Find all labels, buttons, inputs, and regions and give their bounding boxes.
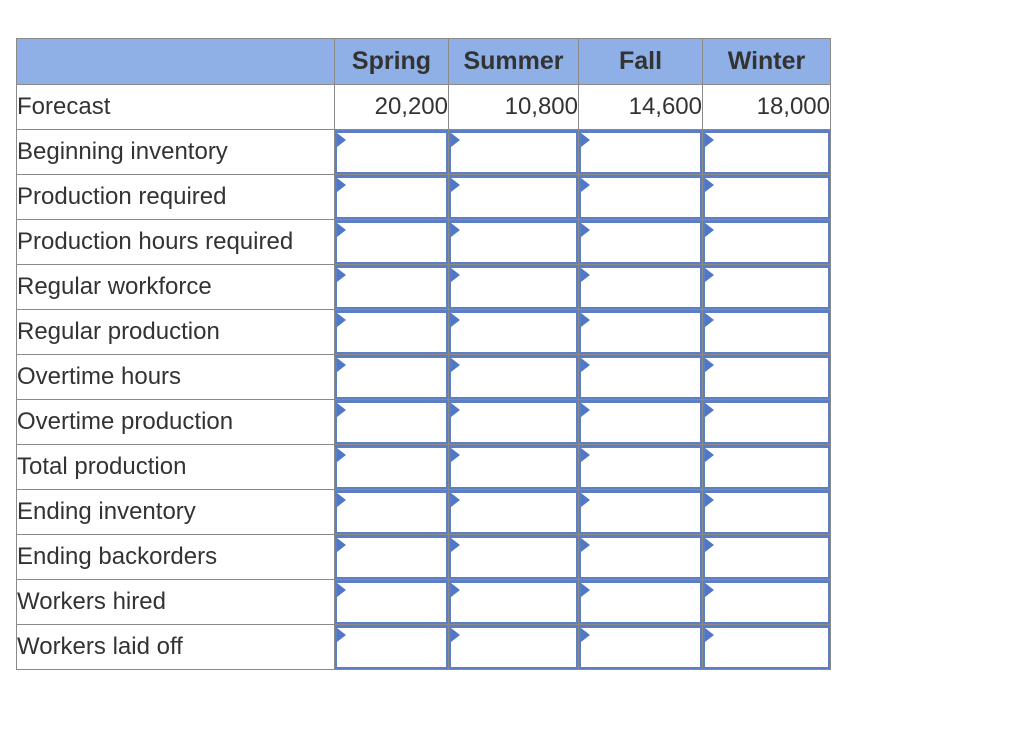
table-row-total-production bbox=[17, 445, 831, 490]
input-box bbox=[335, 445, 448, 489]
input-beginning-inventory-summer[interactable] bbox=[451, 133, 576, 172]
input-marker-icon bbox=[451, 223, 460, 237]
input-box bbox=[703, 535, 830, 579]
cell-total-production-winter bbox=[703, 445, 831, 490]
row-label-ending-inventory: Ending inventory bbox=[17, 490, 335, 535]
input-marker-icon bbox=[581, 538, 590, 552]
row-label-production-hours-required: Production hours required bbox=[17, 220, 335, 265]
input-ending-inventory-winter[interactable] bbox=[705, 493, 828, 532]
input-box bbox=[703, 580, 830, 624]
table-row-beginning-inventory bbox=[17, 130, 831, 175]
input-box bbox=[449, 265, 578, 309]
input-marker-icon bbox=[705, 538, 714, 552]
cell-regular-workforce-fall bbox=[579, 265, 703, 310]
input-marker-icon bbox=[705, 358, 714, 372]
input-total-production-summer[interactable] bbox=[451, 448, 576, 487]
row-label-ending-backorders: Ending backorders bbox=[17, 535, 335, 580]
input-box bbox=[703, 220, 830, 264]
forecast-winter: 18,000 bbox=[703, 85, 831, 130]
input-overtime-production-summer[interactable] bbox=[451, 403, 576, 442]
table-row-production-required bbox=[17, 175, 831, 220]
input-marker-icon bbox=[705, 628, 714, 642]
cell-total-production-spring bbox=[335, 445, 449, 490]
forecast-fall: 14,600 bbox=[579, 85, 703, 130]
table-row-overtime-production bbox=[17, 400, 831, 445]
input-box bbox=[579, 400, 702, 444]
input-box bbox=[579, 535, 702, 579]
cell-production-required-winter bbox=[703, 175, 831, 220]
cell-ending-backorders-winter bbox=[703, 535, 831, 580]
cell-beginning-inventory-fall bbox=[579, 130, 703, 175]
input-box bbox=[449, 445, 578, 489]
input-box bbox=[703, 490, 830, 534]
row-label-total-production: Total production bbox=[17, 445, 335, 490]
header-fall: Fall bbox=[579, 39, 703, 85]
table-row-regular-workforce bbox=[17, 265, 831, 310]
forecast-summer: 10,800 bbox=[449, 85, 579, 130]
input-box bbox=[703, 445, 830, 489]
cell-ending-backorders-spring bbox=[335, 535, 449, 580]
input-overtime-production-winter[interactable] bbox=[705, 403, 828, 442]
input-regular-workforce-summer[interactable] bbox=[451, 268, 576, 307]
input-box bbox=[335, 310, 448, 354]
production-plan-table bbox=[16, 38, 831, 670]
input-beginning-inventory-winter[interactable] bbox=[705, 133, 828, 172]
row-label-beginning-inventory: Beginning inventory bbox=[17, 130, 335, 175]
input-marker-icon bbox=[337, 268, 346, 282]
cell-production-hours-required-spring bbox=[335, 220, 449, 265]
input-production-required-spring[interactable] bbox=[337, 178, 446, 217]
cell-regular-production-winter bbox=[703, 310, 831, 355]
input-box bbox=[449, 175, 578, 219]
cell-regular-workforce-winter bbox=[703, 265, 831, 310]
input-marker-icon bbox=[705, 133, 714, 147]
input-box bbox=[449, 400, 578, 444]
input-box bbox=[335, 265, 448, 309]
row-label-overtime-production: Overtime production bbox=[17, 400, 335, 445]
input-box bbox=[335, 220, 448, 264]
input-workers-hired-spring[interactable] bbox=[337, 583, 446, 622]
input-marker-icon bbox=[337, 493, 346, 507]
input-marker-icon bbox=[337, 313, 346, 327]
input-overtime-hours-fall[interactable] bbox=[581, 358, 700, 397]
input-total-production-winter[interactable] bbox=[705, 448, 828, 487]
input-marker-icon bbox=[581, 133, 590, 147]
input-marker-icon bbox=[337, 133, 346, 147]
cell-workers-laid-off-summer bbox=[449, 625, 579, 670]
input-production-hours-required-summer[interactable] bbox=[451, 223, 576, 262]
input-box bbox=[579, 355, 702, 399]
input-box bbox=[703, 310, 830, 354]
input-box bbox=[703, 265, 830, 309]
input-overtime-hours-winter[interactable] bbox=[705, 358, 828, 397]
row-label-workers-laid-off: Workers laid off bbox=[17, 625, 335, 670]
header-spring: Spring bbox=[335, 39, 449, 85]
cell-beginning-inventory-spring bbox=[335, 130, 449, 175]
input-marker-icon bbox=[705, 178, 714, 192]
input-box bbox=[335, 400, 448, 444]
forecast-row bbox=[17, 85, 831, 130]
cell-overtime-production-winter bbox=[703, 400, 831, 445]
input-marker-icon bbox=[705, 313, 714, 327]
row-label-production-required: Production required bbox=[17, 175, 335, 220]
cell-workers-laid-off-spring bbox=[335, 625, 449, 670]
cell-total-production-fall bbox=[579, 445, 703, 490]
input-box bbox=[579, 580, 702, 624]
input-box bbox=[579, 130, 702, 174]
cell-ending-inventory-spring bbox=[335, 490, 449, 535]
input-production-hours-required-fall[interactable] bbox=[581, 223, 700, 262]
header-row bbox=[17, 39, 831, 85]
input-production-required-winter[interactable] bbox=[705, 178, 828, 217]
input-marker-icon bbox=[581, 403, 590, 417]
row-label-workers-hired: Workers hired bbox=[17, 580, 335, 625]
cell-workers-hired-spring bbox=[335, 580, 449, 625]
forecast-label: Forecast bbox=[17, 85, 335, 130]
input-marker-icon bbox=[337, 178, 346, 192]
input-marker-icon bbox=[337, 448, 346, 462]
input-regular-production-spring[interactable] bbox=[337, 313, 446, 352]
input-marker-icon bbox=[451, 628, 460, 642]
input-box bbox=[703, 355, 830, 399]
input-box bbox=[449, 580, 578, 624]
input-marker-icon bbox=[581, 448, 590, 462]
row-label-regular-workforce: Regular workforce bbox=[17, 265, 335, 310]
input-ending-inventory-spring[interactable] bbox=[337, 493, 446, 532]
input-marker-icon bbox=[451, 583, 460, 597]
input-marker-icon bbox=[581, 628, 590, 642]
cell-ending-backorders-summer bbox=[449, 535, 579, 580]
input-marker-icon bbox=[337, 358, 346, 372]
table-row-regular-production bbox=[17, 310, 831, 355]
cell-production-hours-required-fall bbox=[579, 220, 703, 265]
input-box bbox=[449, 220, 578, 264]
input-marker-icon bbox=[581, 268, 590, 282]
input-marker-icon bbox=[451, 178, 460, 192]
input-box bbox=[335, 625, 448, 669]
input-marker-icon bbox=[451, 358, 460, 372]
input-box bbox=[449, 535, 578, 579]
cell-regular-production-summer bbox=[449, 310, 579, 355]
cell-workers-laid-off-fall bbox=[579, 625, 703, 670]
input-marker-icon bbox=[581, 358, 590, 372]
input-workers-laid-off-fall[interactable] bbox=[581, 628, 700, 667]
input-box bbox=[335, 580, 448, 624]
cell-production-hours-required-summer bbox=[449, 220, 579, 265]
header-winter: Winter bbox=[703, 39, 831, 85]
input-marker-icon bbox=[581, 493, 590, 507]
row-label-regular-production: Regular production bbox=[17, 310, 335, 355]
input-box bbox=[449, 490, 578, 534]
table-row-production-hours-required bbox=[17, 220, 831, 265]
input-box bbox=[335, 130, 448, 174]
input-box bbox=[335, 490, 448, 534]
cell-regular-workforce-spring bbox=[335, 265, 449, 310]
input-ending-backorders-summer[interactable] bbox=[451, 538, 576, 577]
input-marker-icon bbox=[451, 448, 460, 462]
input-production-required-summer[interactable] bbox=[451, 178, 576, 217]
table-body bbox=[17, 85, 831, 670]
input-box bbox=[335, 355, 448, 399]
input-workers-laid-off-winter[interactable] bbox=[705, 628, 828, 667]
cell-overtime-hours-spring bbox=[335, 355, 449, 400]
input-marker-icon bbox=[705, 583, 714, 597]
cell-overtime-production-spring bbox=[335, 400, 449, 445]
input-regular-workforce-fall[interactable] bbox=[581, 268, 700, 307]
cell-overtime-production-summer bbox=[449, 400, 579, 445]
input-box bbox=[703, 130, 830, 174]
input-ending-backorders-fall[interactable] bbox=[581, 538, 700, 577]
input-workers-hired-summer[interactable] bbox=[451, 583, 576, 622]
input-marker-icon bbox=[451, 538, 460, 552]
cell-ending-inventory-winter bbox=[703, 490, 831, 535]
table-row-ending-backorders bbox=[17, 535, 831, 580]
input-production-required-fall[interactable] bbox=[581, 178, 700, 217]
input-regular-production-fall[interactable] bbox=[581, 313, 700, 352]
input-marker-icon bbox=[337, 583, 346, 597]
input-box bbox=[449, 355, 578, 399]
input-marker-icon bbox=[451, 313, 460, 327]
row-label-overtime-hours: Overtime hours bbox=[17, 355, 335, 400]
input-workers-hired-fall[interactable] bbox=[581, 583, 700, 622]
input-marker-icon bbox=[705, 403, 714, 417]
cell-beginning-inventory-summer bbox=[449, 130, 579, 175]
input-box bbox=[449, 310, 578, 354]
input-beginning-inventory-spring[interactable] bbox=[337, 133, 446, 172]
input-regular-production-winter[interactable] bbox=[705, 313, 828, 352]
input-box bbox=[703, 625, 830, 669]
input-box bbox=[335, 535, 448, 579]
input-overtime-production-fall[interactable] bbox=[581, 403, 700, 442]
cell-ending-inventory-summer bbox=[449, 490, 579, 535]
cell-production-hours-required-winter bbox=[703, 220, 831, 265]
cell-regular-production-spring bbox=[335, 310, 449, 355]
input-workers-hired-winter[interactable] bbox=[705, 583, 828, 622]
header-summer: Summer bbox=[449, 39, 579, 85]
cell-production-required-summer bbox=[449, 175, 579, 220]
cell-ending-inventory-fall bbox=[579, 490, 703, 535]
input-ending-backorders-winter[interactable] bbox=[705, 538, 828, 577]
table-row-ending-inventory bbox=[17, 490, 831, 535]
input-regular-production-summer[interactable] bbox=[451, 313, 576, 352]
cell-workers-hired-summer bbox=[449, 580, 579, 625]
input-overtime-hours-spring[interactable] bbox=[337, 358, 446, 397]
input-marker-icon bbox=[581, 223, 590, 237]
cell-production-required-spring bbox=[335, 175, 449, 220]
input-marker-icon bbox=[705, 223, 714, 237]
input-beginning-inventory-fall[interactable] bbox=[581, 133, 700, 172]
header-corner-cell bbox=[17, 39, 335, 85]
cell-regular-production-fall bbox=[579, 310, 703, 355]
cell-ending-backorders-fall bbox=[579, 535, 703, 580]
input-box bbox=[579, 310, 702, 354]
input-marker-icon bbox=[337, 223, 346, 237]
input-box bbox=[703, 175, 830, 219]
input-ending-backorders-spring[interactable] bbox=[337, 538, 446, 577]
input-total-production-spring[interactable] bbox=[337, 448, 446, 487]
input-box bbox=[579, 175, 702, 219]
input-box bbox=[579, 490, 702, 534]
input-box bbox=[449, 130, 578, 174]
input-production-hours-required-spring[interactable] bbox=[337, 223, 446, 262]
input-marker-icon bbox=[451, 133, 460, 147]
input-marker-icon bbox=[581, 313, 590, 327]
cell-overtime-hours-fall bbox=[579, 355, 703, 400]
table-row-workers-hired bbox=[17, 580, 831, 625]
input-box bbox=[449, 625, 578, 669]
input-box bbox=[579, 625, 702, 669]
input-marker-icon bbox=[705, 493, 714, 507]
table-row-overtime-hours bbox=[17, 355, 831, 400]
input-total-production-fall[interactable] bbox=[581, 448, 700, 487]
input-marker-icon bbox=[705, 268, 714, 282]
input-ending-inventory-fall[interactable] bbox=[581, 493, 700, 532]
input-marker-icon bbox=[337, 628, 346, 642]
input-marker-icon bbox=[581, 178, 590, 192]
input-ending-inventory-summer[interactable] bbox=[451, 493, 576, 532]
cell-workers-laid-off-winter bbox=[703, 625, 831, 670]
cell-regular-workforce-summer bbox=[449, 265, 579, 310]
forecast-spring: 20,200 bbox=[335, 85, 449, 130]
input-workers-laid-off-spring[interactable] bbox=[337, 628, 446, 667]
input-marker-icon bbox=[451, 493, 460, 507]
input-marker-icon bbox=[581, 583, 590, 597]
table-row-workers-laid-off bbox=[17, 625, 831, 670]
input-marker-icon bbox=[337, 403, 346, 417]
input-overtime-hours-summer[interactable] bbox=[451, 358, 576, 397]
input-box bbox=[579, 445, 702, 489]
input-marker-icon bbox=[451, 403, 460, 417]
cell-workers-hired-winter bbox=[703, 580, 831, 625]
cell-overtime-hours-summer bbox=[449, 355, 579, 400]
input-marker-icon bbox=[337, 538, 346, 552]
input-box bbox=[335, 175, 448, 219]
cell-workers-hired-fall bbox=[579, 580, 703, 625]
input-production-hours-required-winter[interactable] bbox=[705, 223, 828, 262]
input-marker-icon bbox=[705, 448, 714, 462]
cell-overtime-hours-winter bbox=[703, 355, 831, 400]
input-box bbox=[579, 265, 702, 309]
input-box bbox=[579, 220, 702, 264]
input-regular-workforce-spring[interactable] bbox=[337, 268, 446, 307]
input-regular-workforce-winter[interactable] bbox=[705, 268, 828, 307]
cell-production-required-fall bbox=[579, 175, 703, 220]
input-workers-laid-off-summer[interactable] bbox=[451, 628, 576, 667]
input-box bbox=[703, 400, 830, 444]
input-marker-icon bbox=[451, 268, 460, 282]
cell-overtime-production-fall bbox=[579, 400, 703, 445]
cell-beginning-inventory-winter bbox=[703, 130, 831, 175]
cell-total-production-summer bbox=[449, 445, 579, 490]
input-overtime-production-spring[interactable] bbox=[337, 403, 446, 442]
